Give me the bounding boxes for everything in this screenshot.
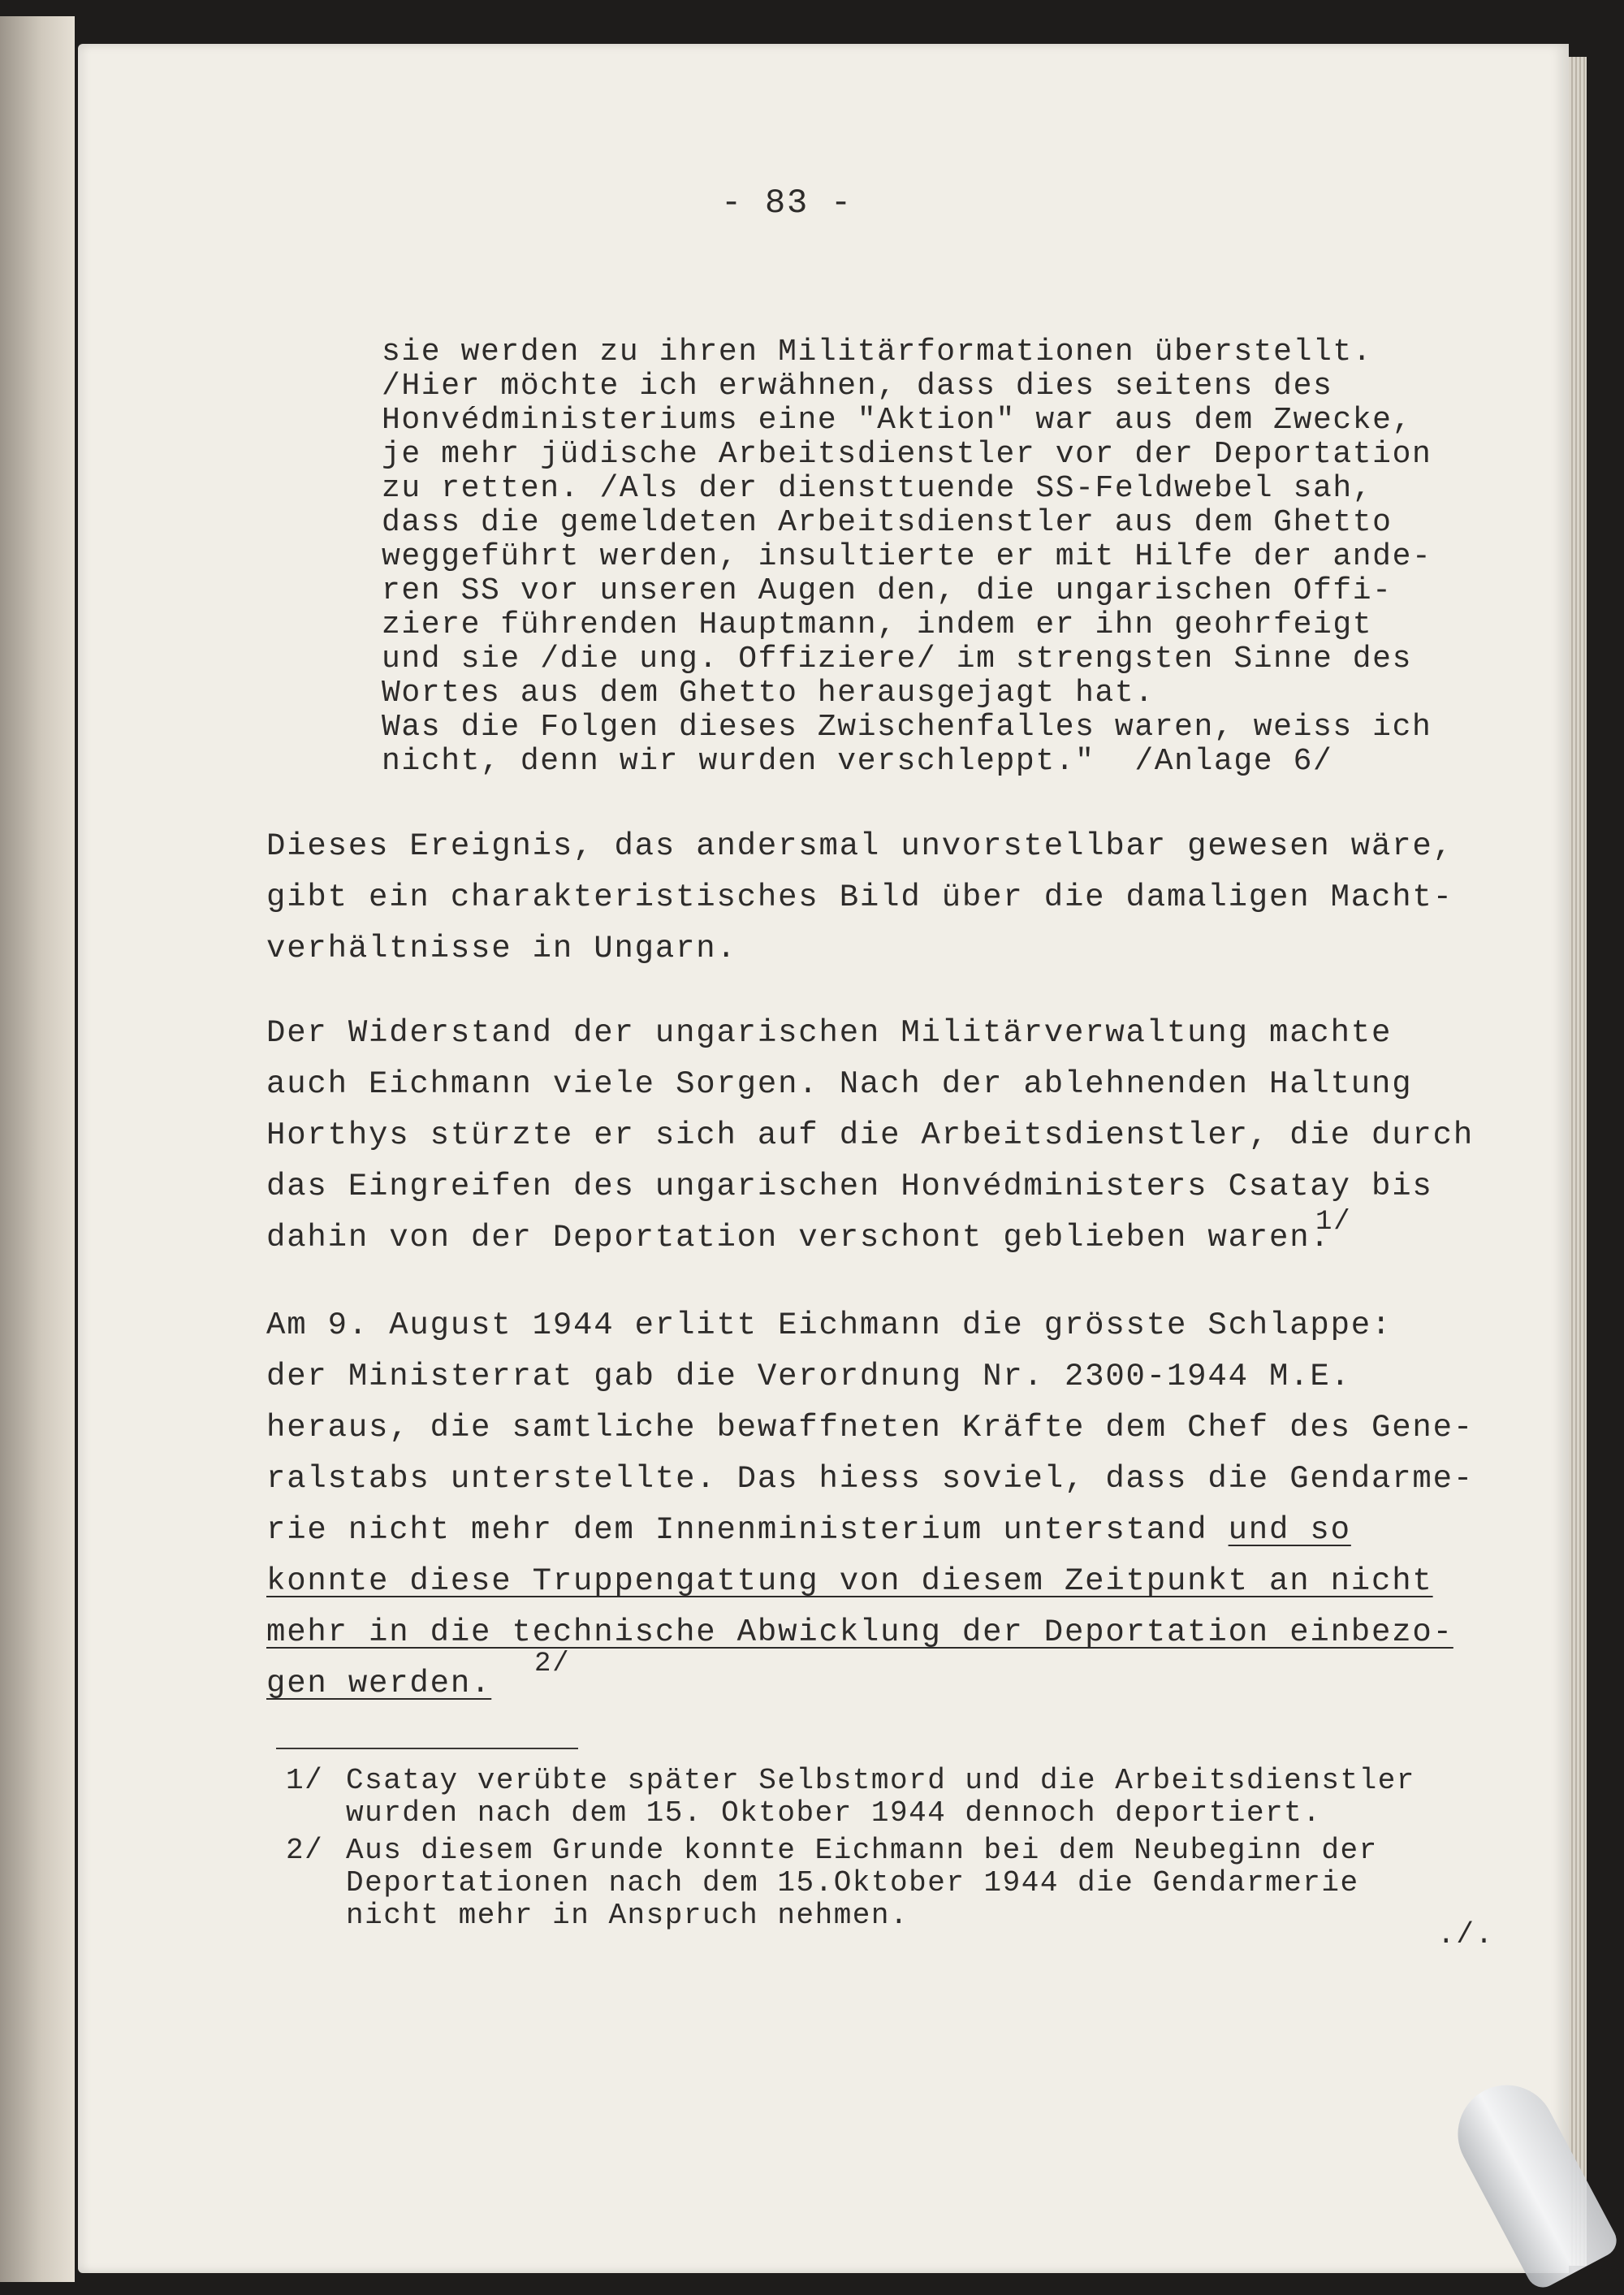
- paragraph-line: Der Widerstand der ungarischen Militärverwaltung machte: [266, 1015, 1393, 1051]
- footnote-line: Csatay verübte später Selbstmord und die Arbeitsdienstler: [346, 1764, 1415, 1797]
- quote-line: sie werden zu ihren Militärformationen überstellt.: [382, 335, 1373, 370]
- quote-line: /Hier möchte ich erwähnen, dass dies seitens des: [382, 369, 1333, 404]
- underlined-text: und so: [1228, 1512, 1351, 1548]
- paragraph-line: dahin von der Deportation verschont geblieben waren.: [266, 1220, 1331, 1256]
- quote-line: je mehr jüdische Arbeitsdienstler vor der Deportation: [382, 437, 1432, 472]
- paragraph-text: rie nicht mehr dem Innenministerium unterstand: [266, 1512, 1229, 1548]
- footnote-line: Aus diesem Grunde konnte Eichmann bei dem Neubeginn der: [346, 1834, 1378, 1867]
- paragraph-line: gibt ein charakteristisches Bild über die damaligen Macht-: [266, 880, 1453, 915]
- paragraph-line: auch Eichmann viele Sorgen. Nach der ablehnenden Haltung: [266, 1066, 1413, 1102]
- footnote-line: Deportationen nach dem 15.Oktober 1944 die Gendarmerie: [346, 1866, 1359, 1900]
- paragraph-line: heraus, die samtliche bewaffneten Kräfte dem Chef des Gene-: [266, 1410, 1475, 1446]
- underlined-line: konnte diese Truppengattung von diesem Zeitpunkt an nicht: [266, 1563, 1433, 1599]
- quote-line: Wortes aus dem Ghetto herausgejagt hat.: [382, 676, 1155, 711]
- paragraph-line: das Eingreifen des ungarischen Honvédministers Csatay bis: [266, 1169, 1433, 1204]
- quote-line: nicht, denn wir wurden verschleppt." /Anlage 6/: [382, 744, 1333, 779]
- quote-line: Was die Folgen dieses Zwischenfalles waren, weiss ich: [382, 710, 1432, 745]
- quote-line: weggeführt werden, insultierte er mit Hilfe der ande-: [382, 539, 1432, 574]
- paragraph-line: ralstabs unterstellte. Das hiess soviel, dass die Gendarme-: [266, 1461, 1475, 1497]
- quote-line: dass die gemeldeten Arbeitsdienstler aus dem Ghetto: [382, 505, 1393, 540]
- paragraph-line: der Ministerrat gab die Verordnung Nr. 2300-1944 M.E.: [266, 1359, 1351, 1394]
- underlined-line: gen werden.: [266, 1666, 492, 1701]
- quote-line: ziere führenden Hauptmann, indem er ihn geohrfeigt: [382, 607, 1373, 642]
- page-number: - 83 -: [721, 184, 853, 223]
- quote-line: zu retten. /Als der diensttuende SS-Feldwebel sah,: [382, 471, 1373, 506]
- paragraph-line: Am 9. August 1944 erlitt Eichmann die grösste Schlappe:: [266, 1307, 1393, 1343]
- underlined-line: mehr in die technische Abwicklung der Deportation einbezo-: [266, 1614, 1453, 1650]
- paragraph-line: [266, 1512, 1351, 1548]
- footnote-mark: 1/: [286, 1764, 324, 1797]
- footnote-line: wurden nach dem 15. Oktober 1944 dennoch deportiert.: [346, 1796, 1322, 1830]
- footnote-mark: 2/: [286, 1834, 324, 1867]
- facing-page-edge: [0, 16, 75, 2282]
- paragraph-line: Dieses Ereignis, das andersmal unvorstellbar gewesen wäre,: [266, 828, 1453, 864]
- page-stack-edge: [1569, 57, 1587, 2266]
- paragraph-line: Horthys stürzte er sich auf die Arbeitsdienstler, die durch: [266, 1117, 1475, 1153]
- footnote-reference: 2/: [534, 1649, 571, 1679]
- paragraph-line: verhältnisse in Ungarn.: [266, 931, 737, 966]
- footnote-reference: 1/: [1315, 1207, 1352, 1238]
- quote-line: und sie /die ung. Offiziere/ im strengsten Sinne des: [382, 642, 1412, 676]
- footnote-line: nicht mehr in Anspruch nehmen.: [346, 1899, 909, 1932]
- quote-line: Honvédministeriums eine "Aktion" war aus dem Zwecke,: [382, 403, 1412, 438]
- quote-line: ren SS vor unseren Augen den, die ungarischen Offi-: [382, 573, 1393, 608]
- continuation-mark: ./.: [1437, 1918, 1495, 1951]
- footnote-separator: [276, 1748, 578, 1749]
